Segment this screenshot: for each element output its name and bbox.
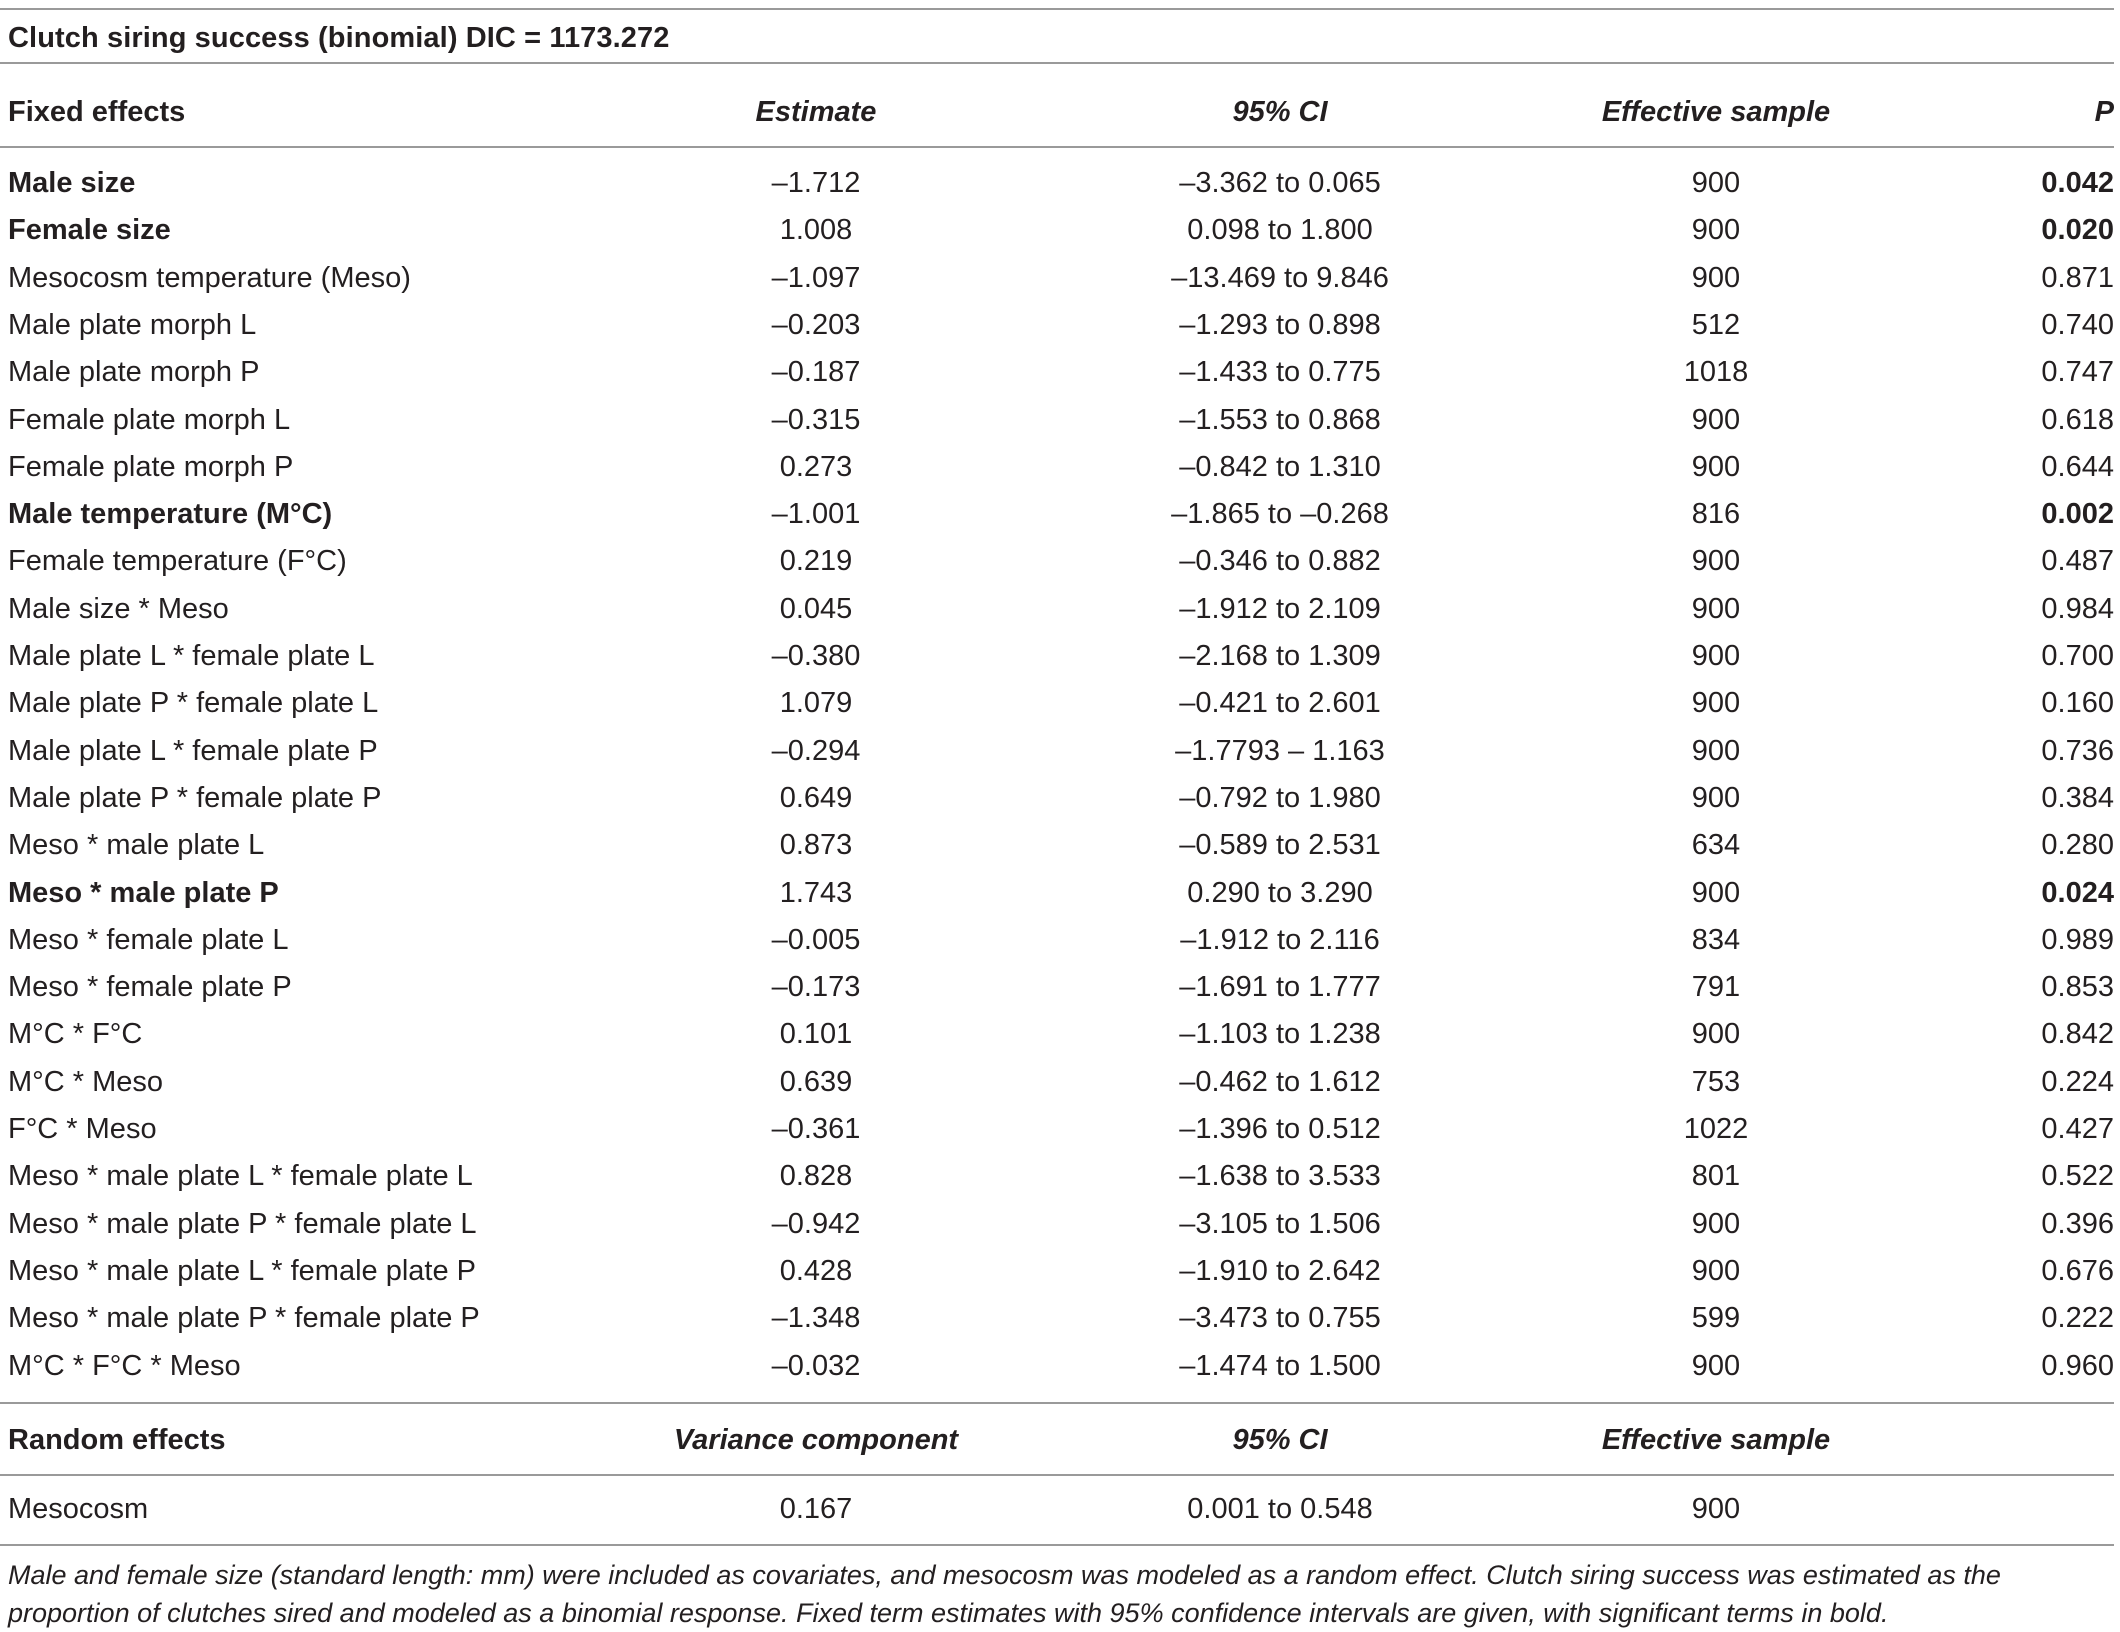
fixed-effect-row	[0, 349, 2114, 396]
p-value: 0.384	[2041, 781, 2114, 814]
fixed-effect-row	[0, 1248, 2114, 1295]
ci-value: –1.912 to 2.109	[1179, 592, 1381, 625]
estimate-value: –0.173	[771, 971, 861, 1004]
effective-sample-value: 900	[1691, 687, 1741, 720]
p-value: 0.160	[2041, 687, 2114, 720]
fixed-effect-row	[0, 302, 2114, 349]
fixed-effect-row	[0, 444, 2114, 491]
fixed-effect-name: Male plate morph L	[8, 308, 257, 341]
ci-value: –2.168 to 1.309	[1179, 640, 1381, 672]
table-title: Clutch siring success (binomial) DIC = 1173.272	[8, 22, 670, 54]
ci-header: 95% CI	[1232, 96, 1328, 128]
estimate-value: 0.873	[779, 829, 853, 862]
effective-sample-value: 900	[1691, 403, 1741, 436]
header-rule	[0, 146, 2114, 148]
ci-value: –0.842 to 1.310	[1179, 450, 1381, 483]
estimate-value: –1.712	[771, 167, 861, 199]
p-value: 0.676	[2041, 1254, 2114, 1287]
fixed-effect-name: Female size	[8, 214, 171, 247]
fixed-effect-name: Male size * Meso	[8, 592, 229, 625]
ci-value: 0.290 to 3.290	[1187, 876, 1373, 909]
ci-value: –3.473 to 0.755	[1179, 1302, 1381, 1335]
fixed-effect-name: Meso * female plate L	[8, 923, 289, 956]
ci-value: –1.7793 – 1.163	[1175, 734, 1385, 767]
random-section-rule	[0, 1402, 2114, 1404]
effective-sample-value: 900	[1691, 214, 1741, 247]
p-value: 0.427	[2041, 1113, 2114, 1145]
estimate-value: 0.649	[779, 781, 853, 814]
fixed-effect-row	[0, 728, 2114, 775]
ci-value: –1.691 to 1.777	[1179, 971, 1381, 1004]
fixed-effect-row	[0, 255, 2114, 302]
p-value: 0.280	[2041, 829, 2114, 862]
p-value: 0.222	[2041, 1302, 2114, 1335]
p-value: 0.700	[2041, 640, 2114, 672]
ci-value: –13.469 to 9.846	[1171, 261, 1389, 294]
ci-value: –0.589 to 2.531	[1179, 829, 1381, 862]
fixed-effect-row	[0, 1201, 2114, 1248]
random-effective-sample-header: Effective sample	[1601, 1424, 1831, 1456]
effective-sample-value: 900	[1691, 1207, 1741, 1240]
random-effective-value: 900	[1691, 1493, 1741, 1525]
effective-sample-value: 512	[1691, 308, 1741, 341]
ci-value: –0.421 to 2.601	[1179, 687, 1381, 720]
ci-value: –1.865 to –0.268	[1171, 498, 1389, 531]
fixed-effect-name: Meso * male plate L * female plate L	[8, 1160, 473, 1193]
estimate-value: 0.428	[779, 1254, 853, 1287]
ci-value: 0.098 to 1.800	[1187, 214, 1373, 247]
effective-sample-value: 791	[1691, 971, 1741, 1004]
fixed-effect-row	[0, 160, 2114, 207]
effective-sample-value: 900	[1691, 1018, 1741, 1051]
fixed-effect-name: Male plate P * female plate L	[8, 687, 379, 720]
p-value: 0.522	[2041, 1160, 2114, 1193]
fixed-effect-name: Meso * male plate P	[8, 876, 279, 909]
ci-value: –3.105 to 1.506	[1179, 1207, 1381, 1240]
fixed-effect-row	[0, 917, 2114, 964]
random-ci-value: 0.001 to 0.548	[1187, 1493, 1373, 1525]
estimate-value: 0.828	[779, 1160, 853, 1193]
p-value: 0.960	[2041, 1349, 2114, 1382]
effective-sample-value: 900	[1691, 450, 1741, 483]
random-row-mesocosm	[0, 1486, 2114, 1533]
estimate-value: –1.348	[771, 1302, 861, 1335]
ci-value: –1.103 to 1.238	[1179, 1018, 1381, 1051]
p-value: 0.842	[2041, 1018, 2114, 1051]
estimate-value: 0.219	[779, 545, 853, 578]
fixed-effect-name: Mesocosm temperature (Meso)	[8, 261, 411, 294]
fixed-effect-row	[0, 1059, 2114, 1106]
ci-value: –1.433 to 0.775	[1179, 356, 1381, 389]
fixed-effect-row	[0, 822, 2114, 869]
ci-value: –1.474 to 1.500	[1179, 1349, 1381, 1382]
estimate-value: –0.942	[771, 1207, 861, 1240]
ci-value: –1.553 to 0.868	[1179, 403, 1381, 436]
fixed-effect-row	[0, 1106, 2114, 1153]
ci-value: –3.362 to 0.065	[1179, 167, 1381, 199]
ci-value: –1.293 to 0.898	[1179, 308, 1381, 341]
fixed-effects-header: Fixed effects	[8, 96, 186, 128]
variance-component-header: Variance component	[673, 1424, 959, 1456]
fixed-effect-name: M°C * Meso	[8, 1065, 164, 1098]
fixed-effect-name: Male plate morph P	[8, 356, 260, 389]
effective-sample-value: 753	[1691, 1065, 1741, 1098]
ci-value: –0.462 to 1.612	[1179, 1065, 1381, 1098]
estimate-value: –0.032	[771, 1349, 861, 1382]
p-value: 0.020	[2041, 214, 2114, 247]
effective-sample-header: Effective sample	[1601, 96, 1831, 128]
ci-value: –1.396 to 0.512	[1179, 1113, 1381, 1145]
fixed-effect-name: Female plate morph L	[8, 403, 291, 436]
fixed-effect-row	[0, 586, 2114, 633]
ci-value: –0.346 to 0.882	[1179, 545, 1381, 578]
effective-sample-value: 801	[1691, 1160, 1741, 1193]
fixed-effect-row	[0, 397, 2114, 444]
estimate-value: 1.079	[779, 687, 853, 720]
estimate-value: 0.639	[779, 1065, 853, 1098]
p-value: 0.396	[2041, 1207, 2114, 1240]
p-value: 0.853	[2041, 971, 2114, 1004]
effective-sample-value: 900	[1691, 261, 1741, 294]
fixed-effect-row	[0, 964, 2114, 1011]
p-value: 0.002	[2041, 498, 2114, 531]
fixed-effect-row	[0, 1343, 2114, 1390]
p-value: 0.984	[2041, 592, 2114, 625]
effective-sample-value: 834	[1691, 923, 1741, 956]
effective-sample-value: 900	[1691, 734, 1741, 767]
fixed-effect-row	[0, 491, 2114, 538]
p-value: 0.618	[2041, 403, 2114, 436]
effective-sample-value: 900	[1691, 781, 1741, 814]
p-value: 0.747	[2041, 356, 2114, 389]
fixed-effect-row	[0, 1011, 2114, 1058]
effective-sample-value: 816	[1691, 498, 1741, 531]
p-value: 0.042	[2041, 167, 2114, 199]
fixed-effect-name: Male plate P * female plate P	[8, 781, 382, 814]
table-bottom-rule	[0, 1544, 2114, 1546]
p-value: 0.644	[2041, 450, 2114, 483]
fixed-effect-row	[0, 538, 2114, 585]
fixed-effect-name: Male plate L * female plate P	[8, 734, 378, 767]
random-effect-name: Mesocosm	[8, 1493, 149, 1525]
random-ci-header: 95% CI	[1232, 1424, 1328, 1456]
estimate-value: –0.361	[771, 1113, 861, 1145]
ci-value: –1.912 to 2.116	[1180, 923, 1380, 956]
estimate-value: 0.045	[779, 592, 853, 625]
fixed-effect-row	[0, 1295, 2114, 1342]
fixed-effect-row	[0, 775, 2114, 822]
effective-sample-value: 900	[1691, 167, 1741, 199]
title-rule	[0, 62, 2114, 64]
fixed-effect-row	[0, 680, 2114, 727]
estimate-value: –0.380	[771, 640, 861, 672]
effective-sample-value: 900	[1691, 592, 1741, 625]
fixed-effect-name: Male plate L * female plate L	[8, 640, 375, 672]
estimate-header: Estimate	[755, 96, 877, 128]
estimate-value: –0.203	[771, 308, 861, 341]
estimate-value: –0.315	[771, 403, 861, 436]
effective-sample-value: 900	[1691, 1349, 1741, 1382]
fixed-effect-name: Meso * male plate P * female plate L	[8, 1207, 477, 1240]
estimate-value: 0.101	[779, 1018, 853, 1051]
estimate-value: 1.008	[779, 214, 853, 247]
estimate-value: 1.743	[779, 876, 853, 909]
table-top-rule	[0, 8, 2114, 10]
effective-sample-value: 900	[1691, 876, 1741, 909]
table-footnote: Male and female size (standard length: mm) were included as covariates, and mesocosm was modeled as a random effect. Clutch siring success was estimated as the proportion of clutches sired and modeled as a binomial response. Fixed term estimates with 95% confidence intervals are given, with significant terms in bold.	[8, 1560, 2001, 1628]
fixed-effect-name: Female plate morph P	[8, 450, 294, 483]
fixed-effect-row	[0, 207, 2114, 254]
fixed-effect-name: Meso * female plate P	[8, 971, 292, 1004]
ci-value: –1.910 to 2.642	[1179, 1254, 1381, 1287]
p-value: 0.989	[2041, 923, 2114, 956]
fixed-effect-name: Female temperature (F°C)	[8, 545, 347, 578]
p-value: 0.024	[2041, 876, 2114, 909]
fixed-effect-row	[0, 1153, 2114, 1200]
fixed-effect-name: Male temperature (M°C)	[8, 498, 333, 531]
p-header: P	[2094, 96, 2114, 128]
p-value: 0.740	[2041, 308, 2114, 341]
estimate-value: –0.294	[771, 734, 861, 767]
effective-sample-value: 1018	[1683, 356, 1749, 389]
effective-sample-value: 599	[1691, 1302, 1741, 1335]
fixed-effect-name: F°C * Meso	[8, 1113, 157, 1145]
estimate-value: –1.001	[771, 498, 861, 531]
effective-sample-value: 900	[1691, 1254, 1741, 1287]
fixed-effect-name: Meso * male plate L	[8, 829, 265, 862]
p-value: 0.871	[2041, 261, 2114, 294]
ci-value: –0.792 to 1.980	[1179, 781, 1381, 814]
effective-sample-value: 634	[1691, 829, 1741, 862]
fixed-effect-name: Meso * male plate L * female plate P	[8, 1254, 477, 1287]
fixed-effect-name: Male size	[8, 167, 136, 199]
effective-sample-value: 900	[1691, 640, 1741, 672]
random-effects-header: Random effects	[8, 1424, 226, 1456]
random-header-rule	[0, 1474, 2114, 1476]
effective-sample-value: 900	[1691, 545, 1741, 578]
effective-sample-value: 1022	[1683, 1113, 1749, 1145]
fixed-effect-name: M°C * F°C * Meso	[8, 1349, 241, 1382]
p-value: 0.736	[2041, 734, 2114, 767]
p-value: 0.487	[2041, 545, 2114, 578]
variance-value: 0.167	[779, 1493, 853, 1525]
ci-value: –1.638 to 3.533	[1179, 1160, 1381, 1193]
estimate-value: –1.097	[771, 261, 861, 294]
fixed-effect-name: M°C * F°C	[8, 1018, 143, 1051]
fixed-effect-row	[0, 870, 2114, 917]
estimate-value: –0.187	[771, 356, 861, 389]
estimate-value: –0.005	[771, 923, 861, 956]
estimate-value: 0.273	[779, 450, 853, 483]
fixed-effect-row	[0, 633, 2114, 680]
p-value: 0.224	[2041, 1065, 2114, 1098]
fixed-effect-name: Meso * male plate P * female plate P	[8, 1302, 480, 1335]
